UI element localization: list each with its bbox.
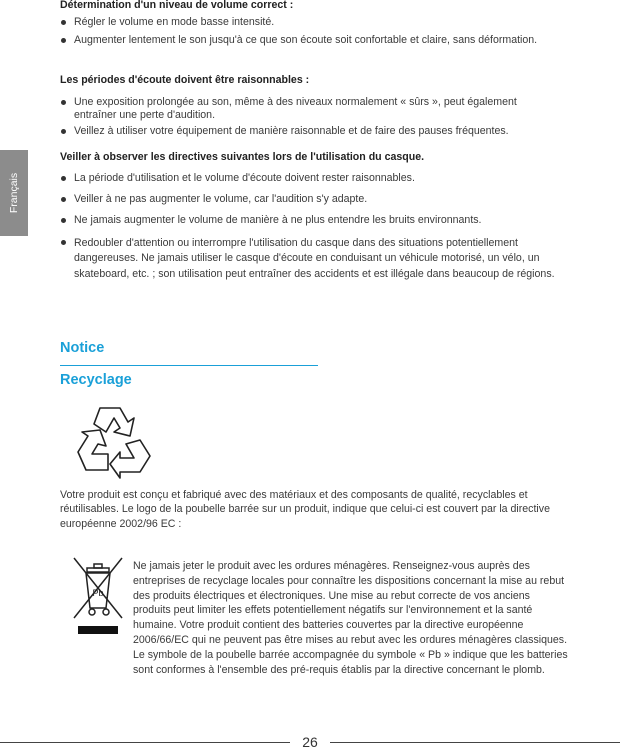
bullet-icon xyxy=(61,129,66,134)
page-number: 26 xyxy=(302,734,318,750)
language-label: Français xyxy=(8,172,20,214)
notice-title: Notice xyxy=(60,340,105,356)
footer-divider-right xyxy=(330,742,620,743)
list-item: Augmenter lentement le son jusqu'à ce que son écoute soit confortable et claire, sans déformation. xyxy=(60,34,554,47)
bullet-icon xyxy=(61,197,66,202)
bullet-icon xyxy=(61,100,66,105)
disposal-paragraph: Ne jamais jeter le produit avec les ordures ménagères. Renseignez-vous auprès des entreprises de recyclage locales pour connaître les dispositions concernant la mise au rebut des produits électriques et électroniques. Une mise au rebut correcte de vos anciens produits peut limiter les effets potentiellement négatifs sur l'environnement et la santé humaine. Votre produit contient des batteries couvertes par la directive européenne 2006/66/EC qui ne peuvent pas être mises au rebut avec les ordures ménagères classiques. Le symbole de la poubelle barrée accompagnée du symbole « Pb » indique que les batteries sont conformes à l'ensemble des pré-requis établis par la directive concernant le plomb. xyxy=(133,560,568,676)
divider xyxy=(60,365,318,366)
list-item: Veillez à utiliser votre équipement de manière raisonnable et de faire des pauses fréquentes. xyxy=(60,125,614,138)
bullet-icon xyxy=(61,176,66,181)
bullet-icon xyxy=(61,240,66,245)
bullet-icon xyxy=(61,20,66,25)
section-heading: Détermination d'un niveau de volume correct : xyxy=(60,0,294,11)
recycle-icon xyxy=(70,400,154,482)
section-volume xyxy=(60,0,580,47)
bullet-list xyxy=(60,172,580,282)
recycling-title: Recyclage xyxy=(60,372,132,388)
section-heading: Veiller à observer les directives suivantes lors de l'utilisation du casque. xyxy=(60,151,425,163)
list-item: Régler le volume en mode basse intensité. xyxy=(60,16,580,29)
section-headphone-guidelines xyxy=(60,151,580,282)
bullet-icon xyxy=(61,38,66,43)
list-item: La période d'utilisation et le volume d'écoute doivent rester raisonnables. xyxy=(60,172,580,185)
list-item: Redoubler d'attention ou interrompre l'utilisation du casque dans des situations potentiellement dangereuses. Ne jamais utiliser le casque d'écoute en conduisant un véhicule motorisé, un vélo, un skateboard, etc. ; son utilisation peut entraîner des accidents et est illégale dans beaucoup de régions. xyxy=(60,236,574,283)
footer-divider-left xyxy=(0,742,290,743)
recycling-paragraph: Votre produit est conçu et fabriqué avec des matériaux et des composants de qualité, recyclables et réutilisables. Le logo de la poubelle barrée sur un produit, indique que celui-ci est couvert par la directive européenne 2002/96 EC : xyxy=(60,489,550,530)
list-item: Une exposition prolongée au son, même à des niveaux normalement « sûrs », peut également entraîner une perte d'audition. xyxy=(60,96,544,122)
bullet-list xyxy=(60,96,580,139)
list-item: Veiller à ne pas augmenter le volume, car l'audition s'y adapte. xyxy=(60,193,580,206)
crossed-bin-icon xyxy=(72,556,124,644)
section-heading: Les périodes d'écoute doivent être raisonnables : xyxy=(60,74,310,86)
list-item: Ne jamais augmenter le volume de manière à ne plus entendre les bruits environnants. xyxy=(60,214,580,227)
bullet-list xyxy=(60,16,580,47)
section-periods xyxy=(60,74,580,139)
pb-symbol-label: Pb xyxy=(92,588,104,598)
language-tab xyxy=(0,150,28,236)
bullet-icon xyxy=(61,218,66,223)
